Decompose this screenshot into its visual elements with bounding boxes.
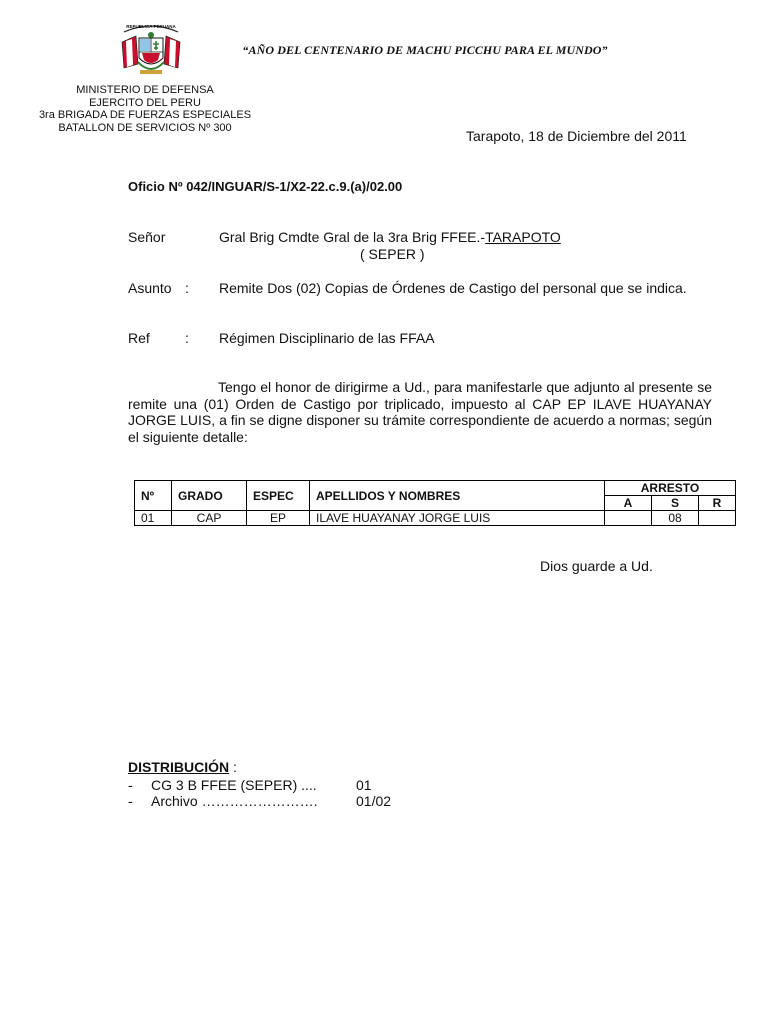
cell-r xyxy=(699,511,736,526)
col-header-a: A xyxy=(605,496,652,511)
ref-colon: : xyxy=(185,330,189,346)
list-item-dash: - xyxy=(128,793,133,809)
oficio-number: Oficio Nº 042/INGUAR/S-1/X2-22.c.9.(a)/02.00 xyxy=(128,179,403,194)
senor-value xyxy=(219,229,699,246)
org-line-army: EJERCITO DEL PERU xyxy=(89,96,201,109)
asunto-colon: : xyxy=(185,280,189,296)
list-item-name: CG 3 B FFEE (SEPER) .... xyxy=(151,777,317,793)
list-item-qty: 01/02 xyxy=(356,793,392,809)
cell-a xyxy=(605,511,652,526)
cell-grado: CAP xyxy=(172,511,247,526)
col-header-grado: GRADO xyxy=(172,481,247,511)
cell-no: 01 xyxy=(135,511,172,526)
document-date: Tarapoto, 18 de Diciembre del 2011 xyxy=(466,128,687,144)
asunto-label: Asunto xyxy=(128,280,172,296)
col-header-no: Nº xyxy=(135,481,172,511)
peru-coat-of-arms-icon xyxy=(118,20,184,80)
list-item-qty: 01 xyxy=(356,777,372,793)
table-header-row xyxy=(135,481,736,496)
ref-value: Régimen Disciplinario de las FFAA xyxy=(219,330,435,346)
cell-espec: EP xyxy=(247,511,310,526)
senor-city: TARAPOTO xyxy=(485,229,561,245)
svg-text:REPUBLICA PERUANA: REPUBLICA PERUANA xyxy=(126,24,176,29)
col-header-nombres: APELLIDOS Y NOMBRES xyxy=(310,481,605,511)
senor-label: Señor xyxy=(128,229,166,245)
distribution-title-text: DISTRIBUCIÓN xyxy=(128,759,230,775)
list-item-name: Archivo ……………………. xyxy=(151,793,318,809)
table-row xyxy=(135,511,736,526)
organization-block xyxy=(20,84,270,134)
cell-s: 08 xyxy=(652,511,699,526)
body-paragraph xyxy=(128,379,712,445)
asunto-value: Remite Dos (02) Copias de Órdenes de Castigo del personal que se indica. xyxy=(219,280,687,296)
detail-table xyxy=(134,480,736,526)
body-text: Tengo el honor de dirigirme a Ud., para manifestarle que adjunto al presente se remite una (01) Orden de Castigo por triplicado, impuesto al CAP EP ILAVE HUAYANAY JORGE LUIS, a fin se digne disponer su trámite correspondiente de acuerdo a normas; según el siguiente detalle: xyxy=(128,379,712,445)
distribution-title xyxy=(128,759,237,775)
org-line-battalion: BATALLON DE SERVICIOS Nº 300 xyxy=(58,121,232,134)
distribution-title-colon: : xyxy=(229,759,237,775)
org-line-ministry: MINISTERIO DE DEFENSA xyxy=(76,84,214,96)
cell-nombres: ILAVE HUAYANAY JORGE LUIS xyxy=(310,511,605,526)
org-line-brigade: 3ra BRIGADA DE FUERZAS ESPECIALES xyxy=(38,109,252,121)
senor-line2: ( SEPER ) xyxy=(360,246,425,262)
senor-recipient: Gral Brig Cmdte Gral de la 3ra Brig FFEE.- xyxy=(219,229,486,245)
closing-salutation: Dios guarde a Ud. xyxy=(540,558,653,574)
col-header-r: R xyxy=(699,496,736,511)
col-header-arresto: ARRESTO xyxy=(605,481,736,496)
list-item-dash: - xyxy=(128,777,133,793)
year-title: “AÑO DEL CENTENARIO DE MACHU PICCHU PARA EL MUNDO” xyxy=(242,43,608,57)
col-header-s: S xyxy=(652,496,699,511)
col-header-espec: ESPEC xyxy=(247,481,310,511)
ref-label: Ref xyxy=(128,330,150,346)
